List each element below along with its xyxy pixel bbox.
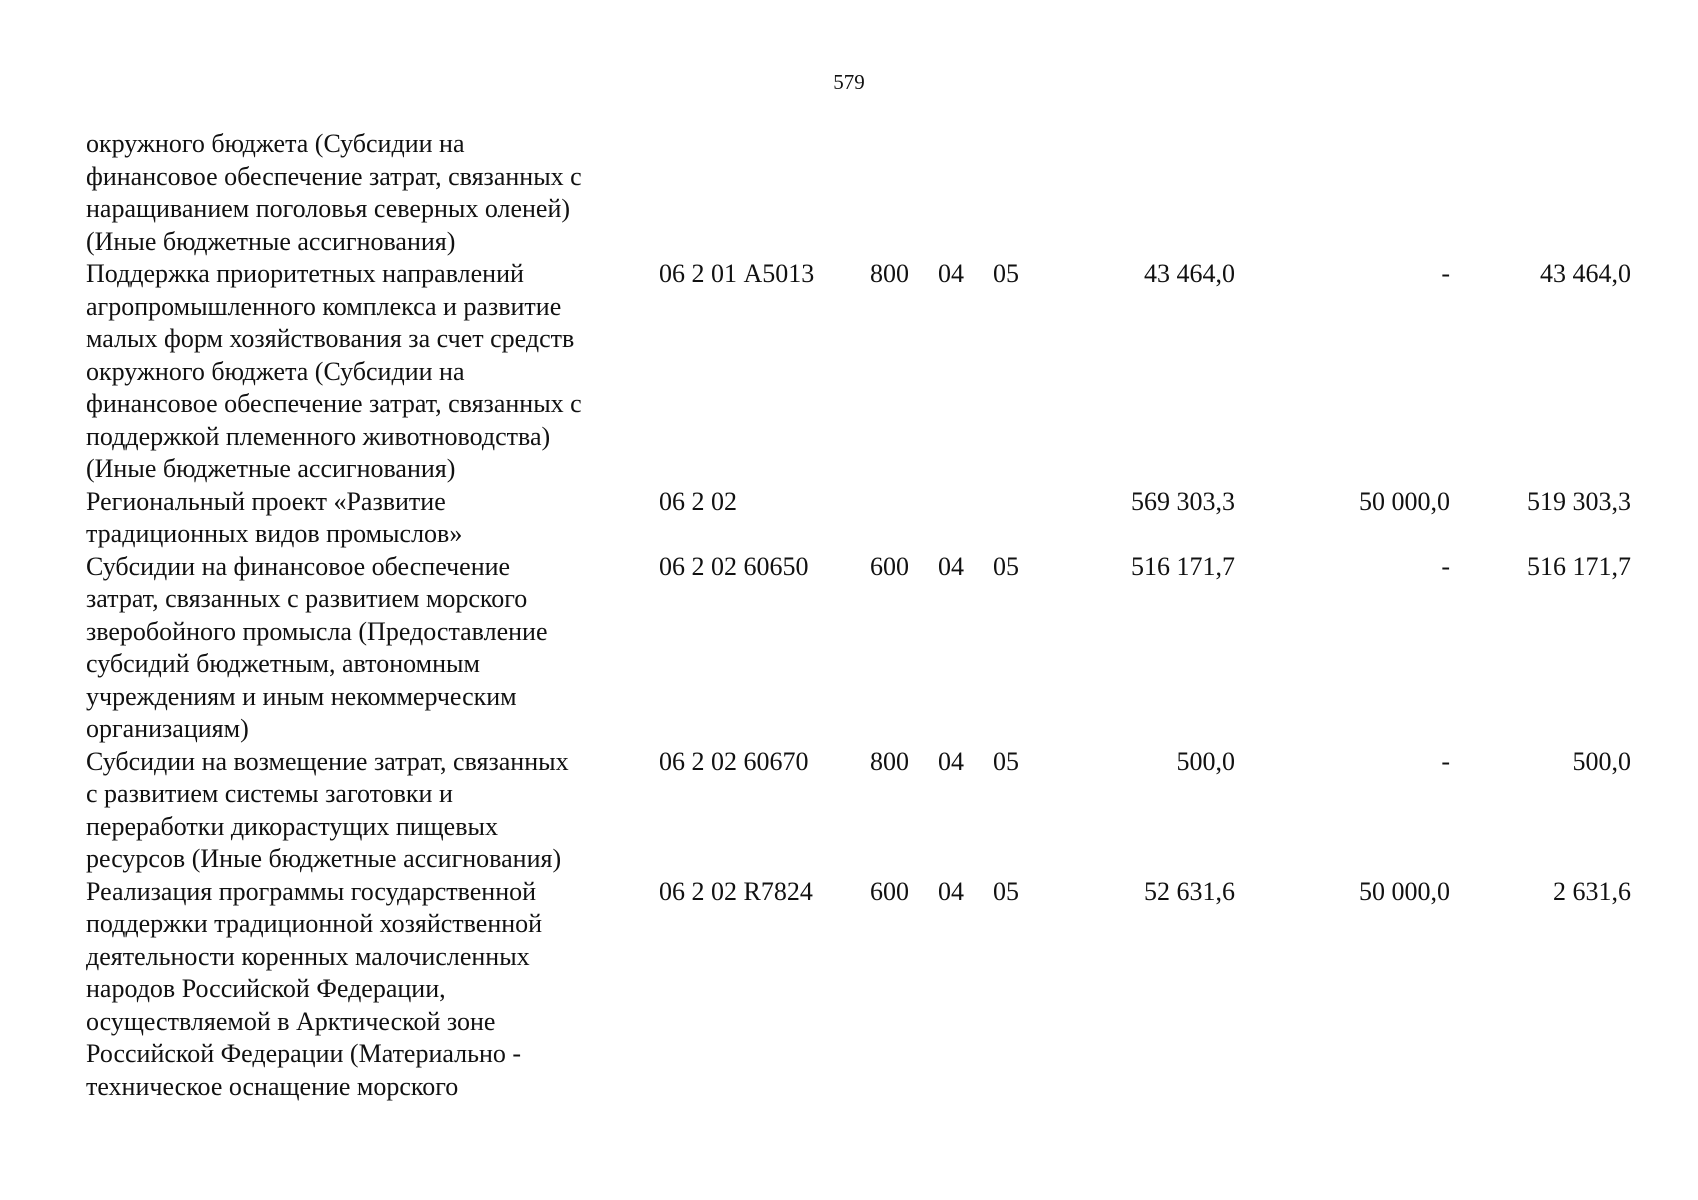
expense-type-cell: 600 bbox=[870, 876, 909, 906]
description-cell bbox=[86, 486, 659, 551]
subsection-cell: 05 bbox=[993, 259, 1019, 288]
target-code-cell: 06 2 02 60650 bbox=[659, 551, 809, 581]
table-row bbox=[86, 128, 1631, 258]
description-line: финансовое обеспечение затрат, связанных с bbox=[86, 161, 582, 191]
target-code-cell bbox=[659, 128, 870, 258]
target-code-cell: 06 2 02 bbox=[659, 486, 737, 516]
description-line: традиционных видов промыслов» bbox=[86, 519, 463, 548]
description-line: народов Российской Федерации, bbox=[86, 974, 446, 1003]
description-line: с развитием системы заготовки и bbox=[86, 779, 453, 808]
section-cell: 04 bbox=[938, 551, 964, 581]
section-cell: 04 bbox=[938, 746, 964, 776]
amount-regional-cell: 2 631,6 bbox=[1553, 876, 1631, 906]
subsection-cell: 05 bbox=[993, 746, 1019, 776]
amount-federal-cell: - bbox=[1441, 259, 1450, 288]
amount-regional-cell bbox=[1450, 128, 1631, 258]
description-line: наращиванием поголовья северных оленей) bbox=[86, 194, 571, 223]
section-cell: 04 bbox=[938, 876, 964, 906]
amount-regional-cell: 43 464,0 bbox=[1540, 259, 1631, 288]
budget-table bbox=[86, 128, 1631, 1103]
description-line: затрат, связанных с развитием морского bbox=[86, 584, 528, 613]
description-line: (Иные бюджетные ассигнования) bbox=[86, 454, 456, 483]
amount-total-cell: 43 464,0 bbox=[1144, 259, 1235, 288]
amount-federal-cell: 50 000,0 bbox=[1359, 876, 1450, 906]
table-row bbox=[86, 746, 1631, 876]
description-line: окружного бюджета (Субсидии на bbox=[86, 356, 465, 386]
section-cell bbox=[938, 486, 993, 551]
description-line: Субсидии на финансовое обеспечение bbox=[86, 551, 511, 581]
amount-regional-cell: 500,0 bbox=[1572, 746, 1631, 776]
amount-total-cell: 516 171,7 bbox=[1131, 551, 1235, 581]
description-line: малых форм хозяйствования за счет средств bbox=[86, 324, 575, 353]
subsection-cell: 05 bbox=[993, 876, 1019, 906]
amount-federal-cell: 50 000,0 bbox=[1359, 486, 1450, 516]
section-cell: 04 bbox=[938, 259, 964, 288]
description-line: Реализация программы государственной bbox=[86, 876, 537, 906]
section-cell bbox=[938, 128, 993, 258]
description-cell bbox=[86, 746, 659, 876]
amount-regional-cell: 519 303,3 bbox=[1527, 486, 1631, 516]
amount-total-cell bbox=[1053, 128, 1235, 258]
table-row bbox=[86, 876, 1631, 1104]
description-cell bbox=[86, 128, 659, 258]
table-row bbox=[86, 551, 1631, 746]
table-row bbox=[86, 486, 1631, 551]
description-line: деятельности коренных малочисленных bbox=[86, 941, 530, 971]
amount-regional-cell: 516 171,7 bbox=[1527, 551, 1631, 581]
subsection-cell bbox=[993, 128, 1053, 258]
description-line: поддержки традиционной хозяйственной bbox=[86, 909, 543, 938]
target-code-cell: 06 2 01 А5013 bbox=[659, 259, 815, 288]
description-line: Российской Федерации (Материально - bbox=[86, 1039, 522, 1068]
expense-type-cell: 800 bbox=[870, 746, 909, 776]
description-line: зверобойного промысла (Предоставление bbox=[86, 616, 548, 646]
amount-total-cell: 500,0 bbox=[1176, 746, 1235, 776]
description-line: организациям) bbox=[86, 714, 249, 743]
description-cell bbox=[86, 876, 659, 1104]
amount-total-cell: 569 303,3 bbox=[1131, 486, 1235, 516]
description-line: осуществляемой в Арктической зоне bbox=[86, 1006, 496, 1036]
expense-type-cell: 800 bbox=[870, 259, 909, 288]
table-body bbox=[86, 128, 1631, 1103]
table-row bbox=[86, 258, 1631, 486]
description-line: Региональный проект «Развитие bbox=[86, 486, 446, 516]
description-line: техническое оснащение морского bbox=[86, 1071, 459, 1101]
amount-federal-cell bbox=[1235, 128, 1450, 258]
subsection-cell: 05 bbox=[993, 551, 1019, 581]
amount-federal-cell: - bbox=[1441, 551, 1450, 581]
subsection-cell bbox=[993, 486, 1053, 551]
description-line: агропромышленного комплекса и развитие bbox=[86, 291, 562, 321]
expense-type-cell bbox=[870, 128, 938, 258]
description-line: учреждениям и иным некоммерческим bbox=[86, 681, 517, 711]
page-number: 579 bbox=[833, 70, 865, 94]
description-line: (Иные бюджетные ассигнования) bbox=[86, 226, 456, 256]
amount-total-cell: 52 631,6 bbox=[1144, 876, 1235, 906]
description-line: переработки дикорастущих пищевых bbox=[86, 811, 498, 841]
description-line: окружного бюджета (Субсидии на bbox=[86, 129, 465, 158]
expense-type-cell bbox=[870, 486, 938, 551]
description-line: ресурсов (Иные бюджетные ассигнования) bbox=[86, 844, 562, 873]
amount-federal-cell: - bbox=[1441, 746, 1450, 776]
target-code-cell: 06 2 02 60670 bbox=[659, 746, 809, 776]
description-cell bbox=[86, 258, 659, 486]
description-line: Поддержка приоритетных направлений bbox=[86, 259, 524, 288]
description-line: Субсидии на возмещение затрат, связанных bbox=[86, 746, 569, 776]
description-line: поддержкой племенного животноводства) bbox=[86, 421, 551, 451]
description-cell bbox=[86, 551, 659, 746]
target-code-cell: 06 2 02 R7824 bbox=[659, 876, 813, 906]
description-line: субсидий бюджетным, автономным bbox=[86, 649, 480, 678]
description-line: финансовое обеспечение затрат, связанных с bbox=[86, 389, 582, 418]
expense-type-cell: 600 bbox=[870, 551, 909, 581]
